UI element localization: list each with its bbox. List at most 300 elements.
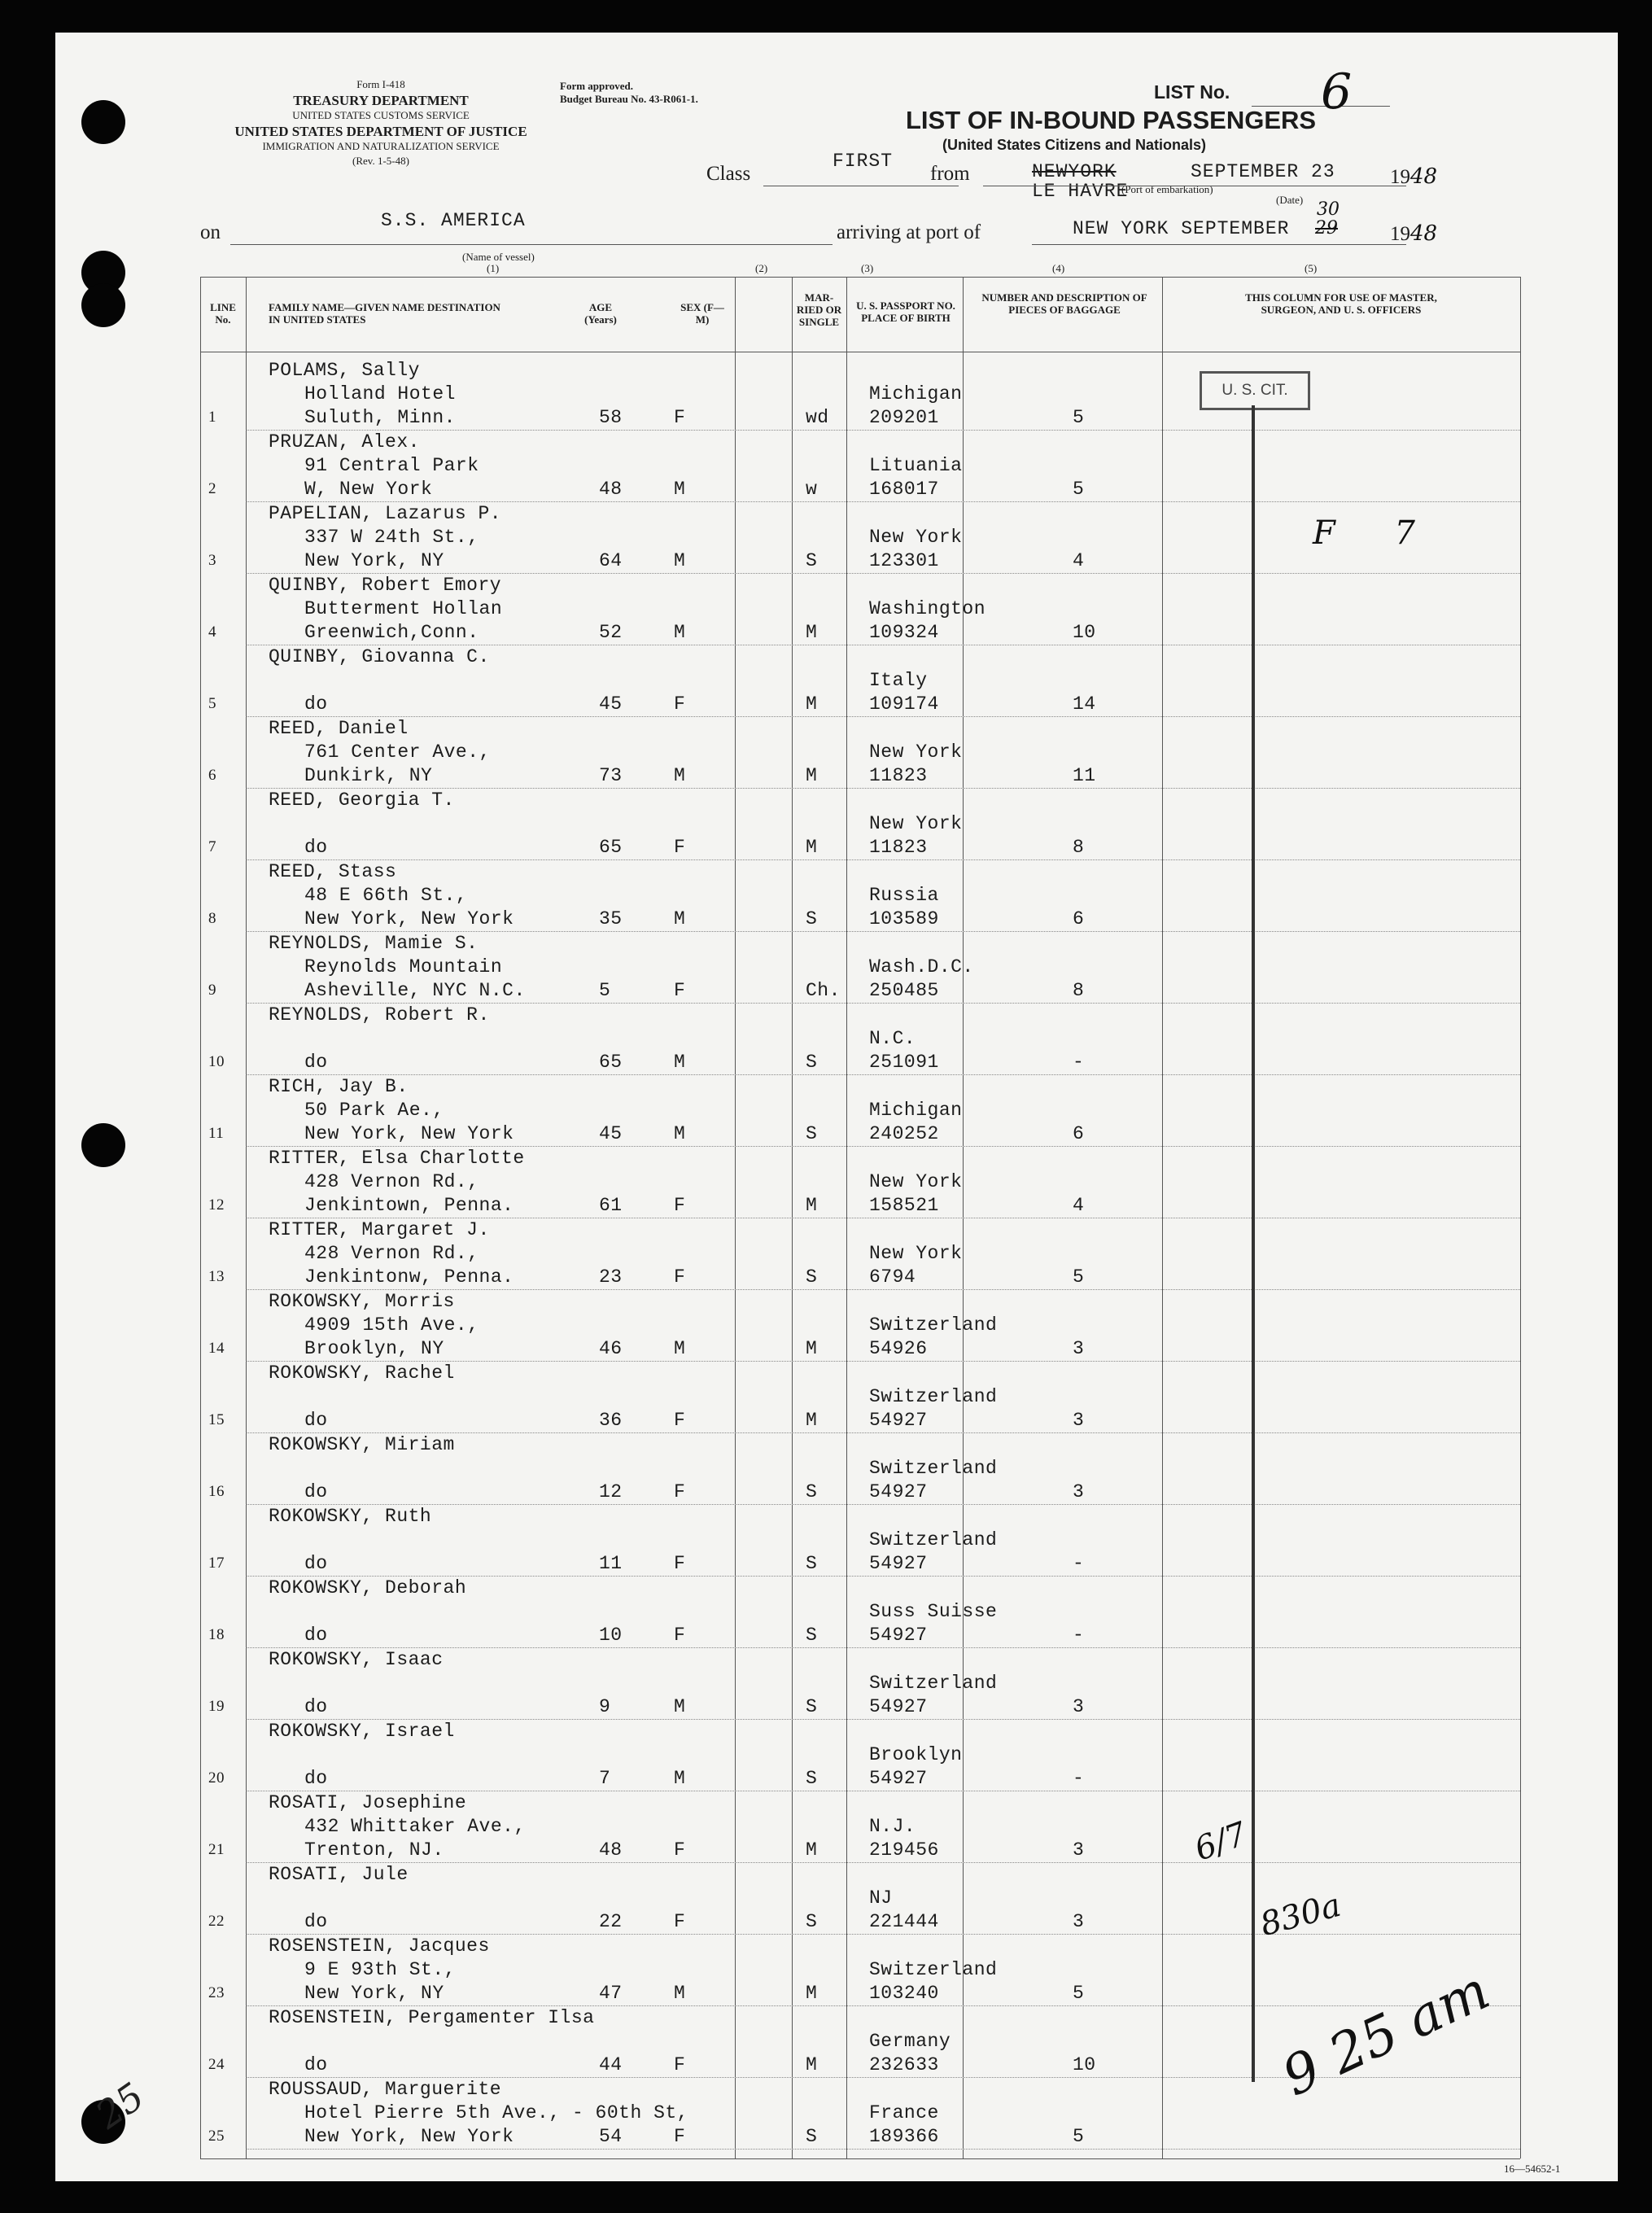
baggage-count: 3	[1073, 1481, 1085, 1502]
passenger-address-2: New York, NY	[304, 1983, 444, 2004]
passport-number: 54926	[869, 1338, 928, 1359]
passenger-name: RITTER, Elsa Charlotte	[269, 1148, 525, 1169]
row-line-number: 18	[208, 1626, 225, 1643]
birth-place: New York	[869, 1243, 963, 1264]
row-line-number: 23	[208, 1984, 225, 2001]
birth-place: New York	[869, 813, 963, 834]
passenger-marital-status: S	[806, 1052, 818, 1073]
passenger-age: 45	[599, 1123, 623, 1144]
passenger-address-2: do	[304, 1553, 328, 1574]
col-header-line: LINE No.	[210, 301, 236, 326]
col-header-married: MAR- RIED OR SINGLE	[796, 291, 842, 328]
vessel-label: (Name of vessel)	[462, 251, 535, 263]
passenger-marital-status: S	[806, 1625, 818, 1646]
table-row	[55, 1004, 1618, 1076]
passport-number: 109324	[869, 622, 939, 643]
passenger-age: 65	[599, 1052, 623, 1073]
row-line-number: 12	[208, 1196, 225, 1214]
passenger-marital-status: M	[806, 1839, 818, 1861]
passenger-address-1: 432 Whittaker Ave.,	[304, 1816, 526, 1837]
row-line-number: 24	[208, 2056, 225, 2073]
birth-place: N.J.	[869, 1816, 916, 1837]
passenger-address-2: New York, New York	[304, 908, 514, 929]
passenger-sex: F	[674, 407, 686, 428]
passport-number: 221444	[869, 1911, 939, 1932]
passenger-address-1: Holland Hotel	[304, 383, 456, 405]
passenger-sex: F	[674, 980, 686, 1001]
passenger-age: 5	[599, 980, 611, 1001]
passenger-name: ROKOWSKY, Morris	[269, 1291, 455, 1312]
arriving-label: arriving at port of	[837, 221, 981, 243]
passport-number: 240252	[869, 1123, 939, 1144]
birth-place: Italy	[869, 670, 928, 691]
passenger-marital-status: wd	[806, 407, 829, 428]
passenger-sex: F	[674, 693, 686, 715]
table-row	[55, 575, 1618, 646]
passenger-address-2: Suluth, Minn.	[304, 407, 456, 428]
passport-number: 189366	[869, 2126, 939, 2147]
birth-place: Switzerland	[869, 1959, 998, 1980]
passenger-age: 47	[599, 1983, 623, 2004]
passport-number: 54927	[869, 1768, 928, 1789]
baggage-count: 6	[1073, 1123, 1085, 1144]
passport-number: 6794	[869, 1266, 916, 1288]
passenger-name: ROKOWSKY, Ruth	[269, 1506, 432, 1527]
year-1: 1948	[1390, 164, 1438, 189]
baggage-count: -	[1073, 1052, 1085, 1073]
birth-place: Switzerland	[869, 1529, 998, 1550]
manifest-title: LIST OF IN-BOUND PASSENGERS	[906, 106, 1317, 134]
passenger-address-1: 9 E 93th St.,	[304, 1959, 456, 1980]
passport-number: 54927	[869, 1481, 928, 1502]
passenger-marital-status: M	[806, 622, 818, 643]
table-row	[55, 789, 1618, 861]
row-line-number: 14	[208, 1340, 225, 1357]
passenger-name: QUINBY, Robert Emory	[269, 575, 502, 596]
passenger-address-2: do	[304, 1768, 328, 1789]
table-row	[55, 1291, 1618, 1362]
passport-number: 209201	[869, 407, 939, 428]
passenger-address-2: do	[304, 1911, 328, 1932]
passport-number: 11823	[869, 837, 928, 858]
passenger-name: ROKOWSKY, Rachel	[269, 1362, 455, 1384]
col-header-officers: THIS COLUMN FOR USE OF MASTER, SURGEON, AND U. S. OFFICERS	[1245, 291, 1437, 316]
passenger-sex: M	[674, 550, 686, 571]
baggage-count: 3	[1073, 1338, 1085, 1359]
row-line-number: 20	[208, 1769, 225, 1787]
passenger-name: REYNOLDS, Mamie S.	[269, 933, 479, 954]
birth-place: Washington	[869, 598, 986, 619]
passenger-name: ROSENSTEIN, Jacques	[269, 1935, 490, 1957]
passenger-address-2: do	[304, 1052, 328, 1073]
arrival-day: 30	[1317, 199, 1340, 220]
passenger-address-1: 337 W 24th St.,	[304, 527, 479, 548]
passenger-name: POLAMS, Sally	[269, 360, 420, 381]
passenger-address-2: do	[304, 693, 328, 715]
row-line-number: 8	[208, 910, 216, 927]
date-label: (Date)	[1276, 194, 1304, 206]
row-line-number: 15	[208, 1411, 225, 1428]
list-number-label: LIST No.	[1154, 81, 1230, 103]
birth-place: Russia	[869, 885, 939, 906]
passenger-age: 73	[599, 765, 623, 786]
passenger-address-2: Brooklyn, NY	[304, 1338, 444, 1359]
passenger-address-2: do	[304, 2054, 328, 2075]
passenger-sex: M	[674, 1052, 686, 1073]
passenger-name: REED, Daniel	[269, 718, 409, 739]
row-line-number: 1	[208, 409, 216, 426]
passenger-address-1: 428 Vernon Rd.,	[304, 1171, 479, 1192]
dept-justice: UNITED STATES DEPARTMENT OF JUSTICE IMMIGRATION AND NATURALIZATION SERVICE (Rev. 1-5-48)	[234, 124, 527, 167]
baggage-count: 6	[1073, 908, 1085, 929]
passenger-sex: F	[674, 1553, 686, 1574]
passport-number: 109174	[869, 693, 939, 715]
row-line-number: 5	[208, 695, 216, 712]
passenger-address-2: do	[304, 1481, 328, 1502]
passenger-marital-status: Ch.	[806, 980, 841, 1001]
row-line-number: 22	[208, 1913, 225, 1930]
col-num-1: (1)	[487, 262, 500, 274]
row-line-number: 13	[208, 1268, 225, 1285]
margin-marks: F 7	[1313, 514, 1415, 552]
col-header-age: AGE (Years)	[584, 301, 617, 326]
baggage-count: 5	[1073, 1983, 1085, 2004]
passenger-sex: M	[674, 1123, 686, 1144]
passenger-name: ROSENSTEIN, Pergamenter Ilsa	[269, 2007, 595, 2028]
baggage-count: 3	[1073, 1839, 1085, 1861]
col-header-sex: SEX (F—M)	[680, 301, 724, 326]
passenger-age: 23	[599, 1266, 623, 1288]
manifest-page	[55, 33, 1618, 2181]
passenger-name: ROSATI, Jule	[269, 1864, 409, 1885]
passenger-marital-status: M	[806, 2054, 818, 2075]
table-row	[55, 1076, 1618, 1148]
passenger-marital-status: S	[806, 1696, 818, 1717]
birth-place: Suss Suisse	[869, 1601, 998, 1622]
form-approved: Form approved.	[560, 80, 634, 92]
passenger-marital-status: M	[806, 1338, 818, 1359]
passenger-sex: M	[674, 1768, 686, 1789]
table-row	[55, 718, 1618, 789]
passenger-age: 58	[599, 407, 623, 428]
passenger-address-2: Jenkintown, Penna.	[304, 1195, 514, 1216]
passport-number: 219456	[869, 1839, 939, 1861]
passenger-address-1: 761 Center Ave.,	[304, 741, 491, 763]
passenger-age: 12	[599, 1481, 623, 1502]
passenger-sex: M	[674, 765, 686, 786]
passenger-age: 65	[599, 837, 623, 858]
dept-treasury: TREASURY DEPARTMENT UNITED STATES CUSTOMS SERVICE	[292, 93, 470, 121]
passenger-sex: F	[674, 2054, 686, 2075]
passenger-address-2: do	[304, 1696, 328, 1717]
row-line-number: 4	[208, 623, 216, 641]
passenger-address-2: New York, New York	[304, 2126, 514, 2147]
passenger-marital-status: S	[806, 1266, 818, 1288]
handwritten-note-2: 830a	[1256, 1886, 1345, 1944]
birth-place: Switzerland	[869, 1314, 998, 1336]
col-num-3: (3)	[861, 262, 874, 274]
birth-place: New York	[869, 741, 963, 763]
baggage-count: 11	[1073, 765, 1096, 786]
passenger-marital-status: S	[806, 550, 818, 571]
vessel-name: S.S. AMERICA	[381, 210, 526, 231]
passport-number: 168017	[869, 479, 939, 500]
passenger-age: 9	[599, 1696, 611, 1717]
table-row	[55, 2079, 1618, 2150]
passenger-name: RICH, Jay B.	[269, 1076, 409, 1097]
passenger-address-2: Asheville, NYC N.C.	[304, 980, 526, 1001]
passenger-address-2: do	[304, 837, 328, 858]
form-number: Form I-418	[356, 78, 405, 90]
arrival-port: NEW YORK SEPTEMBER	[1073, 218, 1290, 239]
table-row	[55, 1362, 1618, 1434]
table-row	[55, 861, 1618, 933]
passenger-marital-status: M	[806, 1983, 818, 2004]
table-row	[55, 431, 1618, 503]
birth-place: N.C.	[869, 1028, 916, 1049]
table-row	[55, 1864, 1618, 1935]
row-line-number: 10	[208, 1053, 225, 1070]
passenger-name: RITTER, Margaret J.	[269, 1219, 490, 1240]
baggage-count: 5	[1073, 407, 1085, 428]
baggage-count: -	[1073, 1553, 1085, 1574]
passenger-marital-status: S	[806, 908, 818, 929]
table-row	[55, 360, 1618, 431]
col-num-4: (4)	[1052, 262, 1065, 274]
table-row	[55, 1434, 1618, 1506]
birth-place: Switzerland	[869, 1386, 998, 1407]
us-citizen-stamp: U. S. CIT.	[1200, 371, 1310, 410]
arrival-day-struck: 29	[1315, 218, 1338, 238]
passenger-name: PRUZAN, Alex.	[269, 431, 420, 453]
passenger-age: 22	[599, 1911, 623, 1932]
passenger-address-1: 4909 15th Ave.,	[304, 1314, 479, 1336]
passenger-sex: F	[674, 1625, 686, 1646]
passenger-age: 11	[599, 1553, 623, 1574]
table-row	[55, 933, 1618, 1004]
birth-place: New York	[869, 1171, 963, 1192]
passport-number: 103240	[869, 1983, 939, 2004]
passenger-name: PAPELIAN, Lazarus P.	[269, 503, 502, 524]
baggage-count: 3	[1073, 1911, 1085, 1932]
row-line-number: 17	[208, 1555, 225, 1572]
passenger-name: ROKOWSKY, Israel	[269, 1721, 455, 1742]
table-row	[55, 1721, 1618, 1792]
row-line-number: 6	[208, 767, 216, 784]
passenger-marital-status: w	[806, 479, 818, 500]
handwritten-note-3: 9 25 am	[1273, 1958, 1499, 2109]
passenger-age: 10	[599, 1625, 623, 1646]
year-2: 1948	[1390, 221, 1438, 246]
passenger-age: 48	[599, 479, 623, 500]
passenger-address-2: Trenton, NJ.	[304, 1839, 444, 1861]
on-label: on	[200, 221, 221, 243]
passenger-marital-status: S	[806, 2126, 818, 2147]
passenger-address-2: do	[304, 1625, 328, 1646]
passenger-sex: F	[674, 2126, 686, 2147]
passenger-address-1: Reynolds Mountain	[304, 956, 503, 977]
baggage-count: 4	[1073, 550, 1085, 571]
table-row	[55, 1935, 1618, 2007]
col-header-baggage: NUMBER AND DESCRIPTION OF PIECES OF BAGGAGE	[981, 291, 1147, 316]
baggage-count: 10	[1073, 622, 1096, 643]
birth-place: Wash.D.C.	[869, 956, 974, 977]
passenger-age: 61	[599, 1195, 623, 1216]
passenger-name: REYNOLDS, Robert R.	[269, 1004, 490, 1026]
passenger-address-1: 91 Central Park	[304, 455, 479, 476]
col-header-name: FAMILY NAME—GIVEN NAME DESTINATION IN UNITED STATES	[269, 301, 500, 326]
col-header-passport: U. S. PASSPORT NO. PLACE OF BIRTH	[856, 300, 955, 324]
birth-place: Lituania	[869, 455, 963, 476]
from-label: from	[930, 163, 970, 185]
birth-place: Switzerland	[869, 1458, 998, 1479]
passenger-marital-status: S	[806, 1911, 818, 1932]
baggage-count: 5	[1073, 2126, 1085, 2147]
passenger-sex: F	[674, 1195, 686, 1216]
passport-number: 11823	[869, 765, 928, 786]
passenger-marital-status: M	[806, 693, 818, 715]
list-number: 6	[1321, 63, 1353, 120]
table-row	[55, 646, 1618, 718]
passenger-sex: F	[674, 1481, 686, 1502]
passenger-address-2: Jenkintonw, Penna.	[304, 1266, 514, 1288]
baggage-count: 5	[1073, 479, 1085, 500]
table-row	[55, 1792, 1618, 1864]
birth-place: NJ	[869, 1887, 893, 1909]
passenger-name: ROKOWSKY, Isaac	[269, 1649, 444, 1670]
table-row	[55, 1506, 1618, 1577]
budget-bureau: Budget Bureau No. 43-R061-1.	[560, 93, 698, 105]
passenger-name: ROUSSAUD, Marguerite	[269, 2079, 502, 2100]
birth-place: Brooklyn	[869, 1744, 963, 1765]
table-row	[55, 1577, 1618, 1649]
passenger-marital-status: M	[806, 1195, 818, 1216]
passenger-marital-status: S	[806, 1481, 818, 1502]
birth-place: Germany	[869, 2031, 951, 2052]
baggage-count: 5	[1073, 1266, 1085, 1288]
departure-date: SEPTEMBER 23	[1191, 161, 1335, 182]
row-line-number: 16	[208, 1483, 225, 1500]
passport-number: 251091	[869, 1052, 939, 1073]
passenger-age: 7	[599, 1768, 611, 1789]
passenger-sex: M	[674, 479, 686, 500]
passport-number: 158521	[869, 1195, 939, 1216]
passenger-address-1: 48 E 66th St.,	[304, 885, 468, 906]
passenger-address-1: Butterment Hollan	[304, 598, 503, 619]
passenger-address-2: do	[304, 1410, 328, 1431]
birth-place: Michigan	[869, 1100, 963, 1121]
baggage-count: 8	[1073, 980, 1085, 1001]
class-value: FIRST	[833, 151, 894, 172]
passenger-marital-status: S	[806, 1123, 818, 1144]
from-port: LE HAVRE	[1032, 181, 1129, 202]
baggage-count: 3	[1073, 1410, 1085, 1431]
baggage-count: 14	[1073, 693, 1096, 715]
embarkation-note: (Port of embarkation)	[1121, 183, 1213, 195]
passenger-address-2: New York, New York	[304, 1123, 514, 1144]
passenger-age: 54	[599, 2126, 623, 2147]
passenger-sex: M	[674, 1338, 686, 1359]
passport-number: 54927	[869, 1553, 928, 1574]
passenger-name: REED, Georgia T.	[269, 789, 455, 811]
row-line-number: 11	[208, 1125, 225, 1142]
table-row	[55, 1219, 1618, 1291]
passenger-sex: F	[674, 1266, 686, 1288]
passenger-name: ROKOWSKY, Deborah	[269, 1577, 467, 1599]
passenger-marital-status: M	[806, 837, 818, 858]
passenger-marital-status: S	[806, 1553, 818, 1574]
passport-number: 232633	[869, 2054, 939, 2075]
row-line-number: 19	[208, 1698, 225, 1715]
manifest-subtitle: (United States Citizens and Nationals)	[942, 137, 1207, 153]
passenger-sex: F	[674, 1839, 686, 1861]
passport-number: 54927	[869, 1625, 928, 1646]
passenger-marital-status: M	[806, 765, 818, 786]
baggage-count: -	[1073, 1768, 1085, 1789]
passenger-address-1: 428 Vernon Rd.,	[304, 1243, 479, 1264]
col-num-2: (2)	[755, 262, 768, 274]
passenger-name: ROKOWSKY, Miriam	[269, 1434, 455, 1455]
passenger-sex: F	[674, 1911, 686, 1932]
passenger-age: 35	[599, 908, 623, 929]
from-port-struck: NEWYORK	[1032, 161, 1117, 182]
passenger-marital-status: M	[806, 1410, 818, 1431]
birth-place: Switzerland	[869, 1673, 998, 1694]
ditto-line	[1252, 405, 1255, 2082]
passenger-age: 48	[599, 1839, 623, 1861]
handwritten-note-1: 6/7	[1190, 1815, 1252, 1869]
passport-number: 123301	[869, 550, 939, 571]
class-label: Class	[706, 163, 751, 185]
baggage-count: 4	[1073, 1195, 1085, 1216]
table-row	[55, 1649, 1618, 1721]
table-row	[55, 1148, 1618, 1219]
passenger-sex: M	[674, 622, 686, 643]
passport-number: 250485	[869, 980, 939, 1001]
birth-place: New York	[869, 527, 963, 548]
passenger-sex: M	[674, 1696, 686, 1717]
passenger-age: 46	[599, 1338, 623, 1359]
passenger-sex: F	[674, 1410, 686, 1431]
passenger-name: ROSATI, Josephine	[269, 1792, 467, 1813]
birth-place: Michigan	[869, 383, 963, 405]
row-line-number: 2	[208, 480, 216, 497]
baggage-count: 10	[1073, 2054, 1096, 2075]
passport-number: 103589	[869, 908, 939, 929]
passenger-age: 45	[599, 693, 623, 715]
passenger-sex: M	[674, 908, 686, 929]
baggage-count: 3	[1073, 1696, 1085, 1717]
baggage-count: -	[1073, 1625, 1085, 1646]
passenger-name: REED, Stass	[269, 861, 397, 882]
passenger-age: 44	[599, 2054, 623, 2075]
passenger-address-1: Hotel Pierre 5th Ave., - 60th St,	[304, 2102, 688, 2123]
row-line-number: 25	[208, 2128, 225, 2145]
col-num-5: (5)	[1305, 262, 1318, 274]
passenger-marital-status: S	[806, 1768, 818, 1789]
passenger-address-1: 50 Park Ae.,	[304, 1100, 444, 1121]
birth-place: France	[869, 2102, 939, 2123]
passenger-sex: M	[674, 1983, 686, 2004]
margin-number: 25	[87, 2074, 152, 2137]
passenger-address-2: New York, NY	[304, 550, 444, 571]
row-line-number: 21	[208, 1841, 225, 1858]
passport-number: 54927	[869, 1410, 928, 1431]
passenger-name: QUINBY, Giovanna C.	[269, 646, 490, 667]
row-line-number: 3	[208, 552, 216, 569]
passenger-age: 52	[599, 622, 623, 643]
passenger-age: 64	[599, 550, 623, 571]
